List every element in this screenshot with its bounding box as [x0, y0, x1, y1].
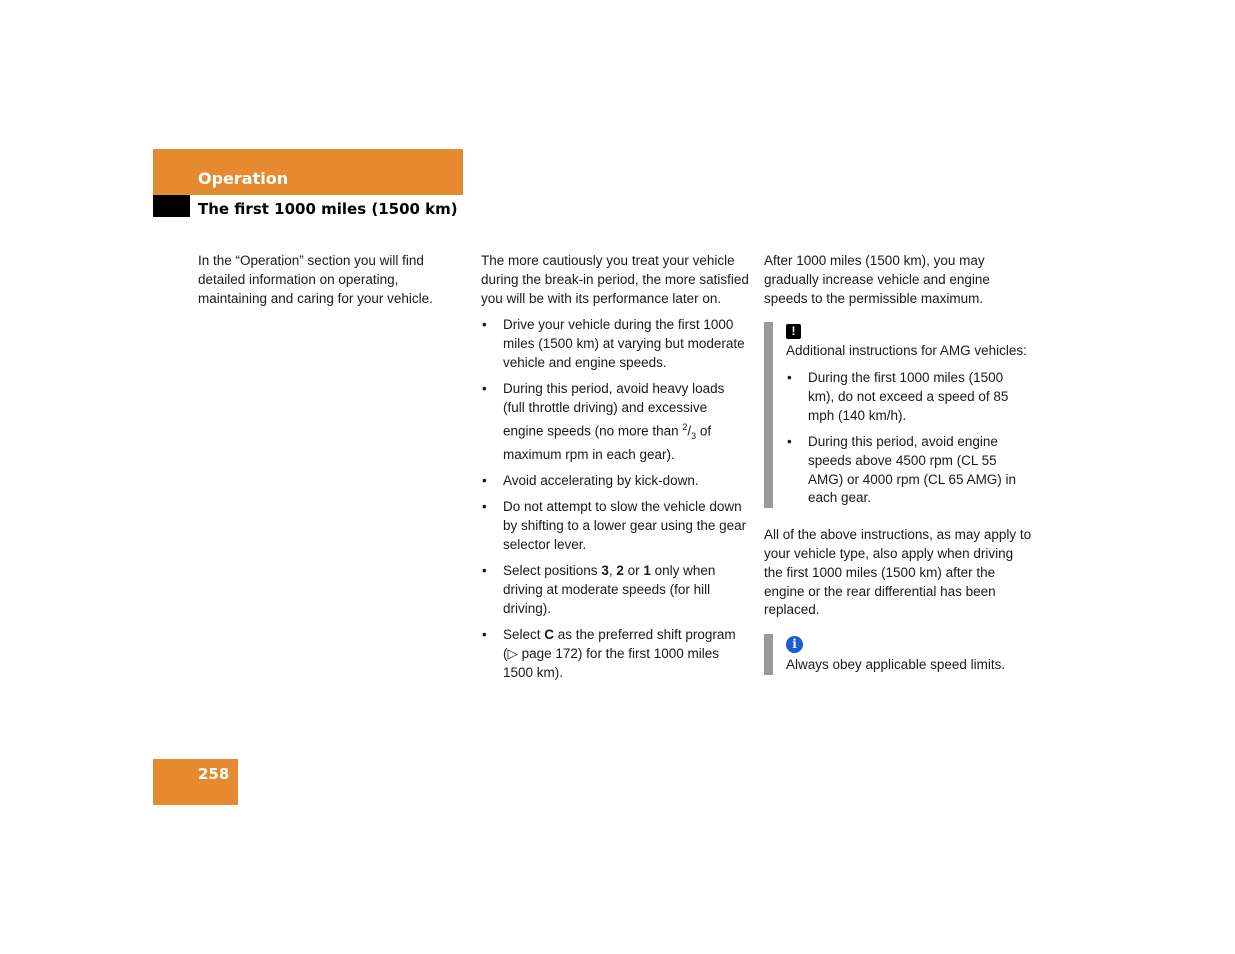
list-item-text: Do not attempt to slow the vehicle down by shifting to a lower gear using the gear selector lever. — [503, 499, 747, 553]
list-item — [481, 626, 749, 682]
warning-icon: ! — [786, 324, 801, 339]
column-1 — [198, 252, 466, 316]
list-item — [481, 562, 749, 618]
break-in-paragraph: The more cautiously you treat your vehicle during the break-in period, the more satisfied you will be with its performance later on. — [481, 253, 749, 306]
list-item-text: Select positions — [503, 563, 602, 579]
column-2 — [481, 252, 749, 690]
info-icon: i — [786, 636, 803, 653]
list-item-text: only when driving at moderate speeds (for hill driving). — [503, 563, 716, 616]
separator: or — [623, 563, 644, 579]
gear-position-3: 3 — [601, 563, 609, 579]
column-3 — [764, 252, 1032, 679]
list-item-text: During the first 1000 miles (1500 km), do not exceed a speed of 85 mph (140 km/h). — [808, 370, 1009, 423]
list-item — [481, 498, 749, 554]
gear-position-2: 2 — [616, 563, 624, 579]
info-text: Always obey applicable speed limits. — [786, 657, 1006, 673]
subheader-marker — [153, 195, 190, 217]
fraction-denominator: 3 — [691, 431, 697, 442]
list-item-text: Avoid accelerating by kick-down. — [503, 473, 699, 489]
list-item: • During this period, avoid heavy loads (full throttle driving) and excessive engine speeds (no more than $^2/_3$ of maximum rpm in each gear). — [481, 380, 749, 464]
list-item-text: Select — [503, 627, 545, 643]
warning-text: Additional instructions for AMG vehicles: — [786, 343, 1027, 359]
list-item — [481, 472, 749, 491]
page-number: 258 — [198, 765, 230, 783]
gear-position-1: 1 — [643, 563, 651, 579]
info-sidebar — [764, 634, 773, 675]
list-item — [786, 369, 1032, 425]
replacement-paragraph: All of the above instructions, as may apply to your vehicle type, also apply when driving the first 1000 miles (1500 km) after the engine or the rear differential has been replaced. — [764, 527, 1032, 618]
list-item-text: During this period, avoid engine speeds above 4500 rpm (CL 55 AMG) or 4000 rpm (CL 65 AMG) in each gear. — [808, 434, 1017, 506]
warning-sidebar — [764, 322, 773, 508]
warning-list — [786, 369, 1032, 508]
page-subtitle: The first 1000 miles (1500 km) — [198, 200, 458, 218]
shift-program-c: C — [544, 627, 555, 643]
list-item-text: During this period, avoid heavy loads (full throttle driving) and excessive engine speeds (no more than — [503, 381, 725, 439]
warning-box — [764, 322, 1032, 508]
list-item-text: Drive your vehicle during the first 1000 miles (1500 km) at varying but moderate vehicle and engine speeds. — [503, 317, 745, 370]
section-title: Operation — [198, 169, 289, 188]
separator: , — [608, 563, 617, 579]
fraction-numerator: 2 — [682, 421, 688, 432]
break-in-list — [481, 316, 749, 682]
info-box — [764, 634, 1032, 675]
list-item — [786, 433, 1032, 508]
list-item — [481, 316, 749, 372]
after-break-in-paragraph: After 1000 miles (1500 km), you may gradually increase vehicle and engine speeds to the permissible maximum. — [764, 253, 990, 306]
list-item-text: as the preferred shift program (▷ page 172) for the first 1000 miles 1500 km). — [503, 627, 736, 680]
list-item-text: of maximum rpm in each gear). — [503, 423, 712, 462]
intro-paragraph: In the “Operation” section you will find detailed information on operating, maintaining and caring for your vehicle. — [198, 253, 433, 306]
